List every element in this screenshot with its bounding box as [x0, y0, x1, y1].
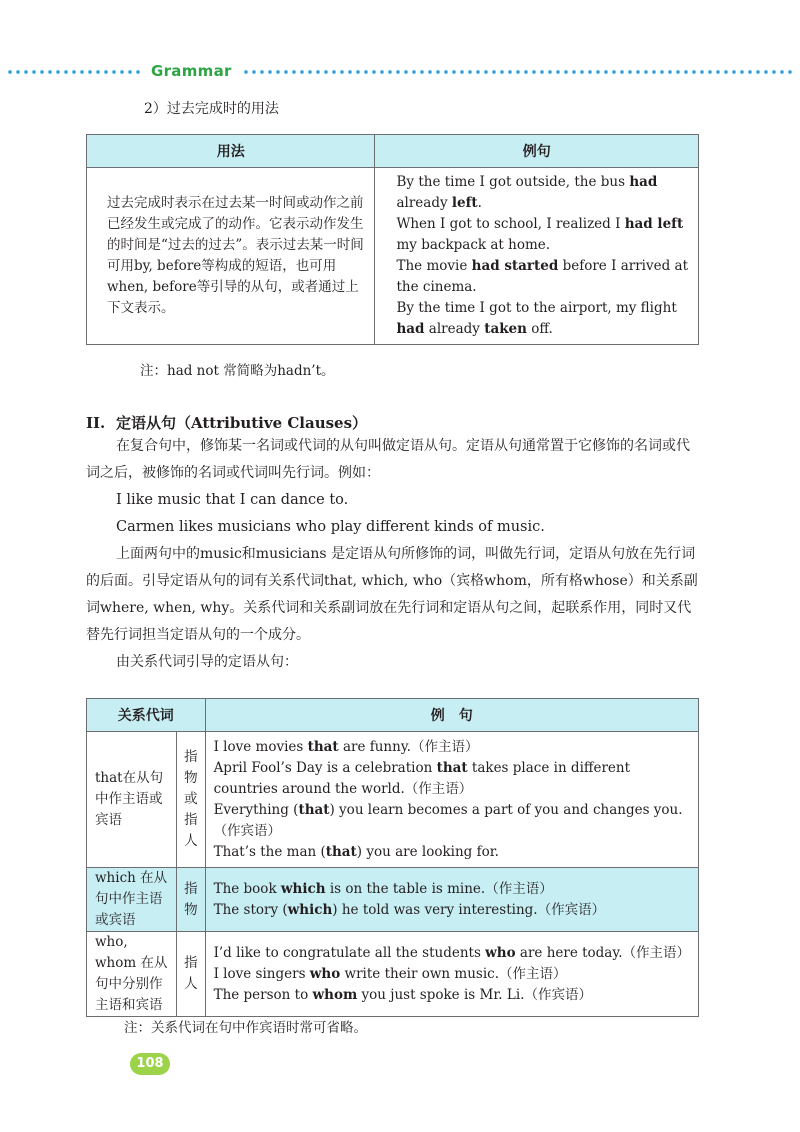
example-line: The movie had started before I arrived at [396, 258, 688, 274]
section-title [86, 412, 367, 433]
dotted-rule-left [6, 70, 142, 74]
pronoun-cell: which 在从句中作主语或宾语 [87, 868, 177, 932]
table-row [87, 732, 699, 868]
example-line: April Fool’s Day is a celebration that takes place in different [213, 759, 631, 776]
section-title-text: 定语从句（Attributive Clauses） [116, 414, 368, 432]
table-header-example: 例句 [375, 135, 699, 168]
note-omission: 注：关系代词在句中作宾语时常可省略。 [124, 1020, 367, 1036]
past-perfect-table [86, 134, 699, 345]
examples-cell [205, 932, 698, 1017]
example-line: （作宾语） [213, 822, 282, 839]
example-line: the cinema. [396, 279, 477, 295]
section-header-title: Grammar [151, 62, 232, 80]
section-number: II. [86, 414, 106, 432]
example-sentence: I like music that I can dance to. [116, 492, 349, 508]
usage-cell: 过去完成时表示在过去某一时间或动作之前已经发生或完成了的动作。它表示动作发生的时间是“过去的过去”。表示过去某一时间可用by, before等构成的短语，也可用when, before等引导的从句，或者通过上下文表示。 [87, 168, 375, 345]
paragraph-intro: 在复合句中，修饰某一名词或代词的从句叫做定语从句。定语从句通常置于它修饰的名词或代词之后，被修饰的名词或代词叫先行词。例如： [86, 438, 690, 481]
example-line: The person to whom you just spoke is Mr. Li.（作宾语） [213, 986, 592, 1003]
example-line: The story (which) he told was very interesting.（作宾语） [213, 901, 606, 918]
example-line: countries around the world.（作主语） [213, 780, 473, 797]
example-sentence: Carmen likes musicians who play different kinds of music. [116, 519, 545, 535]
example-line: my backpack at home. [396, 237, 551, 253]
table-header-pronoun: 关系代词 [87, 699, 206, 732]
table-header-examples: 例 句 [205, 699, 698, 732]
page-header [0, 62, 800, 82]
paragraph-explanation: 上面两句中的music和musicians 是定语从句所修饰的词，叫做先行词，定语从句放在先行词的后面。引导定语从句的词有关系代词that, which, who（宾格whom，所有格whose）和关系副词where, when, why。关系代词和关系副词放在先行词和定语从句之间，起联系作用，同时又代替先行词担当定语从句的一个成分。 [86, 546, 698, 643]
examples-cell [375, 168, 699, 345]
paragraph-lead: 由关系代词引导的定语从句： [116, 654, 298, 670]
example-line: I love singers who write their own music.（作主语） [213, 965, 567, 982]
example-line: I’d like to congratulate all the students who are here today.（作主语） [213, 944, 690, 961]
dotted-rule-right [242, 70, 794, 74]
table-row [87, 868, 699, 932]
page-number-badge: 108 [130, 1053, 170, 1075]
pronoun-cell: that在从句中作主语或宾语 [87, 732, 177, 868]
example-line: I love movies that are funny.（作主语） [213, 738, 479, 755]
refers-cell: 指物 [177, 868, 205, 932]
example-line: The book which is on the table is mine.（作主语） [213, 880, 553, 897]
example-line: By the time I got to the airport, my flight [396, 300, 677, 316]
body-text [86, 433, 700, 676]
example-line: That’s the man (that) you are looking for. [213, 843, 499, 860]
table-header-usage: 用法 [87, 135, 375, 168]
examples-cell [205, 868, 698, 932]
example-line: already left. [396, 195, 482, 211]
pronoun-cell: who, whom 在从句中分别作主语和宾语 [87, 932, 177, 1017]
example-line: Everything (that) you learn becomes a part of you and changes you. [213, 801, 683, 818]
note-hadnt: 注：had not 常简略为hadn’t。 [140, 363, 335, 379]
relative-pronoun-table [86, 698, 699, 1017]
example-line: By the time I got outside, the bus had [396, 174, 658, 190]
subheading: 2）过去完成时的用法 [144, 101, 279, 117]
example-line: When I got to school, I realized I had left [396, 216, 684, 232]
example-line: had already taken off. [396, 321, 553, 337]
refers-cell: 指人 [177, 932, 205, 1017]
table-row [87, 932, 699, 1017]
examples-cell [205, 732, 698, 868]
refers-cell: 指物或指人 [177, 732, 205, 868]
